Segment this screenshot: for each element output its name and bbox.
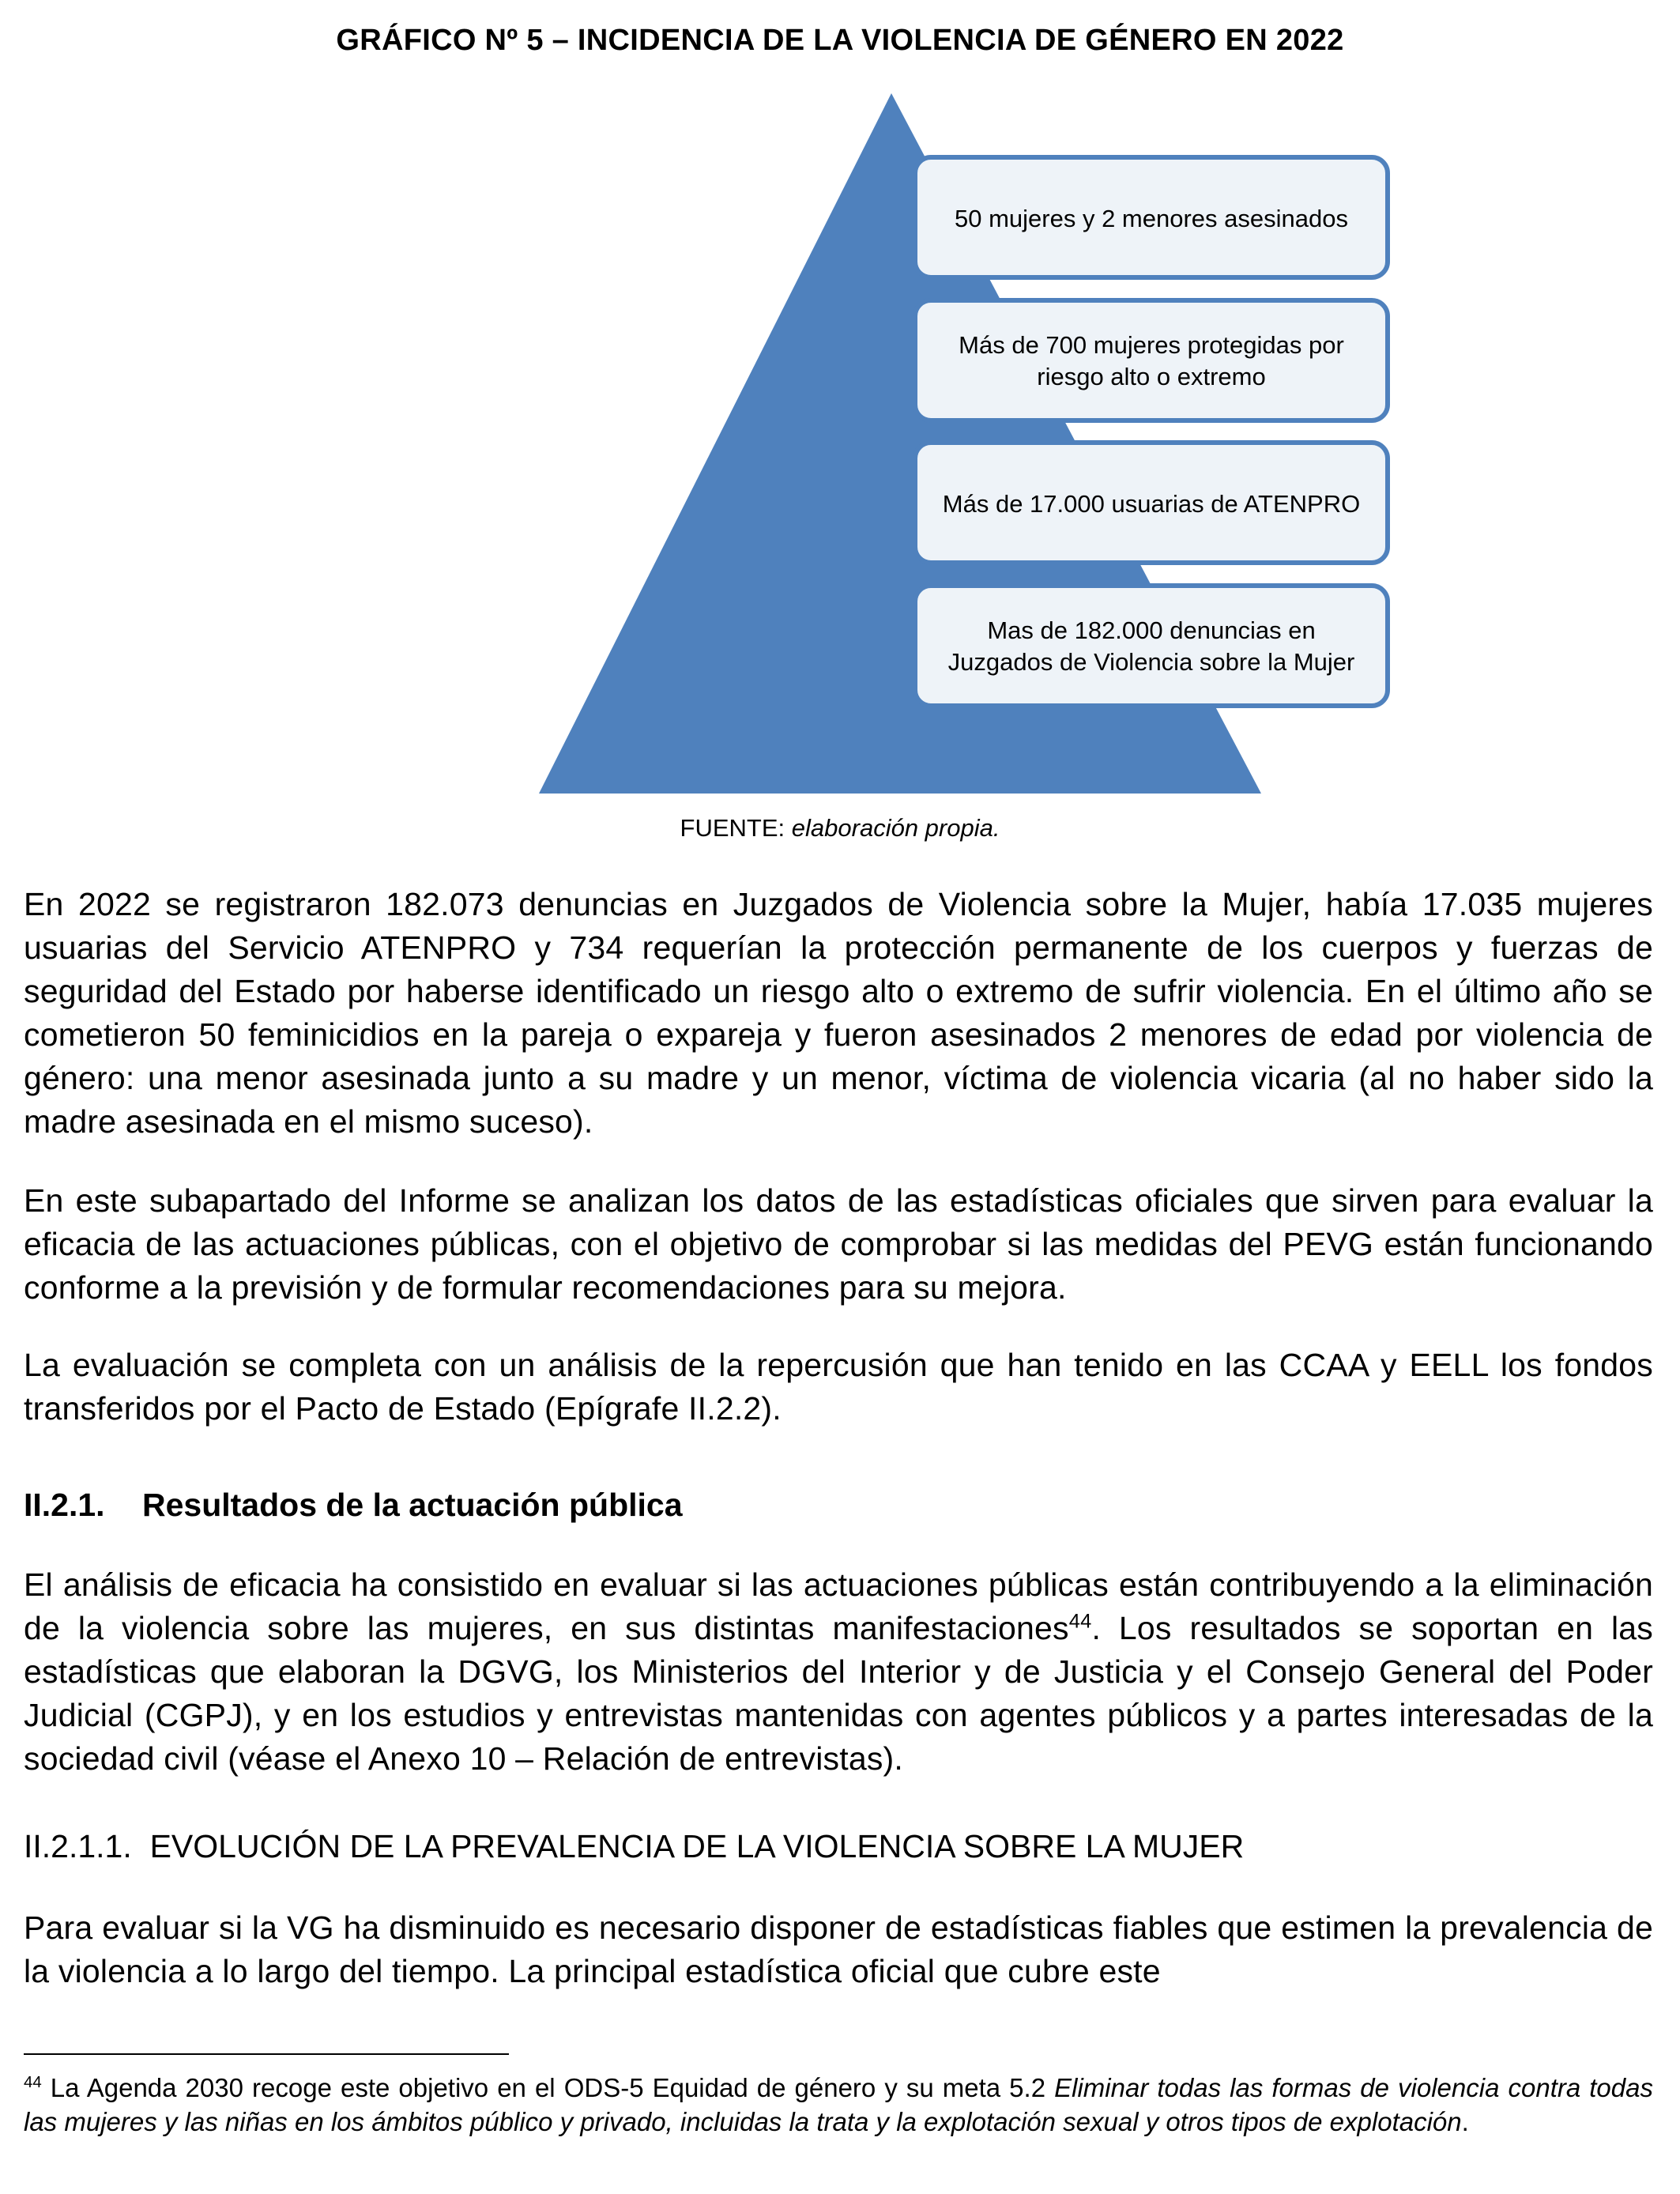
section-paragraph [24,1563,1653,1781]
chart-source-label: FUENTE: [680,814,785,842]
pyramid-level-4-line-2: Juzgados de Violencia sobre la Mujer [947,648,1355,676]
paragraph-2: En este subapartado del Informe se analizan los datos de las estadísticas oficiales que sirven para evaluar la eficacia de las actuaciones públicas, con el objetivo de comprobar si las medidas del PEVG están funcionando conforme a la previsión y de formular recomendaciones para su mejora. [24,1182,1653,1306]
pyramid-level-3 [915,443,1388,563]
pyramid-level-4 [915,586,1388,706]
pyramid-level-3-line-1: Más de 17.000 usuarias de ATENPRO [942,490,1361,518]
subsection-heading-title: EVOLUCIÓN DE LA PREVALENCIA DE LA VIOLENCIA SOBRE LA MUJER [149,1828,1245,1864]
pyramid-level-2 [915,300,1388,420]
pyramid-level-4-line-1: Mas de 182.000 denuncias en [987,616,1316,644]
section-heading-number: II.2.1. [24,1487,105,1523]
paragraph-4: Para evaluar si la VG ha disminuido es necesario disponer de estadísticas fiables que estimen la prevalencia de la violencia a lo largo del tiempo. La principal estadística oficial que cubre este [24,1909,1653,1989]
footnote-separator [24,2053,509,2055]
pyramid-level-2-box [915,300,1388,420]
chart-title: GRÁFICO Nº 5 – INCIDENCIA DE LA VIOLENCIA DE GÉNERO EN 2022 [336,24,1344,57]
pyramid-level-1-line-1: 50 mujeres y 2 menores asesinados [955,205,1348,232]
footnote-italic-text: Eliminar todas las formas de violencia contra todas las mujeres y las niñas en los ámbitos público y privado, incluidas la trata y la explotación sexual y otros tipos de explotación [24,2073,1653,2136]
section-heading-title: Resultados de la actuación pública [142,1487,683,1523]
paragraph-1: En 2022 se registraron 182.073 denuncias en Juzgados de Violencia sobre la Mujer, había 17.035 mujeres usuarias del Servicio ATENPRO y 734 requerían la protección permanente de los cuerpos y fuerzas de seguridad del Estado por haberse identificado un riesgo alto o extremo de sufrir violencia. En el último año se cometieron 50 feminicidios en la pareja o expareja y fueron asesinados 2 menores de edad por violencia de género: una menor asesinada junto a su madre y un menor, víctima de violencia vicaria (al no haber sido la madre asesinada en el mismo suceso). [24,886,1653,1140]
section-paragraph-text-2: . Los resultados se soportan en las estadísticas que elaboran la DGVG, los Ministerios del Interior y de Justicia y el Consejo General del Poder Judicial (CGPJ), y en los estudios y entrevistas mantenidas con agentes públicos y a partes interesadas de la sociedad civil (véase el Anexo 10 – Relación de entrevistas). [24,1610,1653,1777]
pyramid-level-4-box [915,586,1388,706]
pyramid-level-2-line-2: riesgo alto o extremo [1037,363,1266,390]
pyramid-diagram [0,0,1680,798]
footnote-number: 44 [24,2073,42,2091]
section-heading [24,1483,1653,1527]
subsection-heading [24,1825,1653,1868]
footnote-reference: 44 [1068,1610,1092,1633]
chart-source-text: elaboración propia. [791,814,1000,842]
footnote [24,2071,1653,2139]
footnote-end: . [1461,2107,1469,2136]
chart-source [0,814,1680,843]
pyramid-level-2-line-1: Más de 700 mujeres protegidas por [959,331,1344,359]
subsection-heading-number: II.2.1.1. [24,1828,132,1864]
section-paragraph-text-1: El análisis de eficacia ha consistido en evaluar si las actuaciones públicas están contribuyendo a la eliminación de la violencia sobre las mujeres, en sus distintas manifestaciones [24,1566,1653,1646]
footnote-text: La Agenda 2030 recoge este objetivo en el ODS-5 Equidad de género y su meta 5.2 [50,2073,1046,2102]
paragraph-3: La evaluación se completa con un análisis de la repercusión que han tenido en las CCAA y EELL los fondos transferidos por el Pacto de Estado (Epígrafe II.2.2). [24,1347,1653,1427]
pyramid-level-1 [915,157,1388,277]
